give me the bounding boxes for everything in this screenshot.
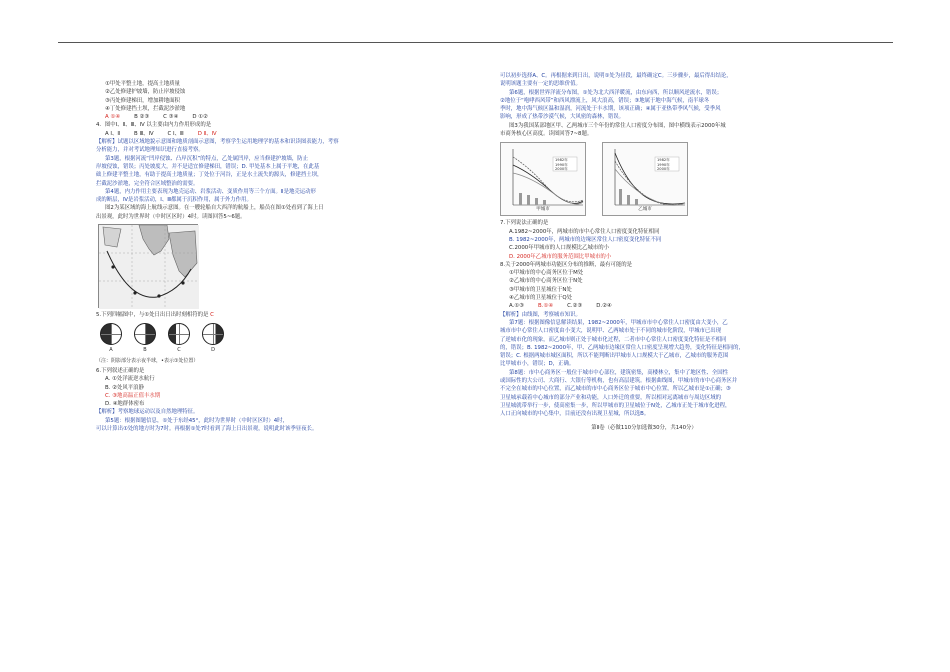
q4-choice-c: C Ⅰ、Ⅲ [167, 130, 184, 137]
globe-diagrams [100, 323, 384, 354]
section-footer: 第Ⅱ卷（必做110分加选做30分，共140分） [591, 424, 697, 431]
analysis-line: 【解析】由线图，考察城市知识。 [500, 311, 581, 318]
q8-option-3: ③甲城市的卫星城位于N处 [509, 286, 572, 293]
globe-a-drawing [100, 323, 122, 345]
q8-option-1: ①甲城市的中心商务区位于M处 [509, 270, 584, 277]
q8-option-4: ④乙城市的卫星城位于Q处 [509, 295, 572, 302]
analysis-line: 【解析】考察地球运动以及自然地理特征。 [96, 409, 199, 416]
top-rule [58, 42, 893, 43]
q4-stem: 4．图中Ⅰ、Ⅱ、Ⅲ、Ⅳ 以主要由内力作用形成的是 [96, 122, 212, 129]
q7-stem: 7.下列说法正确的是 [500, 220, 549, 227]
q6-choice-d: D. ④地群体密布 [105, 401, 145, 408]
q3-choice-a: A ①④ [105, 114, 121, 121]
q4-choice-a: A Ⅰ、Ⅱ [105, 130, 121, 137]
analysis-line: 拦截泥沙淤地，完全符合区域整治的需要。 [96, 180, 199, 187]
q7-choice-a: A.1982~2000年，两城市的市中心常住人口密度变化特征相同 [509, 228, 660, 235]
q5-stem-line [96, 311, 384, 319]
q4-choice-d: D Ⅱ、Ⅳ [197, 130, 217, 137]
analysis-line: 不完全在城市的中心位置，而乙城市的市中心商务区位于城市中心位置，所以乙城市是①正确；③ [500, 386, 731, 393]
analysis-line: 第7题：根据图像信息解读结果，1982~2000年，甲城市市中心常住人口密度由大变小，乙 [509, 319, 728, 326]
analysis-line: 【解析】试题以区域地貌示意图和地质剖面示意图，考察学生运用地理学的基本和识读图表能力，考察 [96, 139, 339, 146]
analysis-line: 础上修建平整土地，有助于提高土地质量；丁处位于河谷，正是水土流失的源头，修建挡土坝， [96, 172, 323, 179]
globe-a [100, 323, 122, 354]
q7-choice-c: C.2000年甲城市的人口规模比乙城市的小 [509, 245, 610, 252]
q6-choice-c: C. ③地高温正值丰水期 [105, 392, 161, 399]
globe-d [202, 323, 224, 354]
analysis-line: 岸坡侵蚀，错误；丙处坡度大，并不是适宜修建梯田，错误；D. 甲处基本上属于平地，在此基 [96, 163, 320, 170]
q3-choice-b: B ②③ [134, 114, 150, 121]
q7-q8-analysis [500, 311, 788, 419]
analysis-line: 第5题：根据图题信息，①处于东经45°，此时为世界时（中时区区时）4时， [105, 417, 288, 424]
legend-item: 2000年 [657, 167, 670, 172]
q4-choice-b: B Ⅲ、Ⅳ [134, 130, 154, 137]
legend-item: 1990年 [657, 162, 670, 167]
globe-c-drawing [168, 323, 190, 345]
analysis-line: 的，错误；B. 1982~2000年，甲、乙两城市边缘区常住人口密度呈现增大趋势，变化特征是相同的， [500, 344, 744, 351]
graph-caption: 甲城市 [536, 207, 550, 213]
q8-choices [500, 302, 788, 310]
q4-choices [96, 130, 384, 138]
globe-note: （注：阴影部分表示夜半球，•表示①处位置） [96, 357, 199, 364]
q7-choice-b: B. 1982~2000年，两城市的边缘区常住人口密度变化特征不同 [509, 236, 662, 243]
analysis-line: 可以初步选择A、C。再根据来到日出，说明①处为昼段，最终确定C。三步骤步，最后得出结论， [500, 73, 732, 79]
globe-d-drawing [202, 323, 224, 345]
right-column [500, 72, 788, 432]
legend-item: 1982年 [555, 158, 568, 163]
q5-answer: C [210, 312, 214, 319]
q7-choice-d: D. 2000年乙城市的服务范围比甲城市的小 [509, 253, 612, 260]
q5-q6-analysis [96, 408, 384, 433]
q3-option-2: ②乙处修建护坡墙，防止岸坡侵蚀 [105, 89, 186, 96]
analysis-line: 影响，形成了热带沙漠气候，大风密的森林，错误。 [500, 114, 624, 121]
analysis-line: 成的断层，Ⅳ是岩浆活动，Ⅰ、Ⅲ都属于沉积作用，属于外力作用。 [96, 197, 252, 204]
globe-label: D [211, 347, 215, 354]
globe-b-drawing [134, 323, 156, 345]
analysis-line: 错误；C. 根据两城市城区面积，所以不能判断出甲城市人口规模大于乙城市，乙城市的服务范围 [500, 353, 729, 360]
q6-choice-b: B. ②处风平浪静 [105, 384, 144, 391]
analysis-line: 第6题，根据世界洋流分布图，①处为北大西洋暖流，由东向西，所以顺风逆流水，错误； [509, 89, 723, 96]
q3-option-4: ④丁处修建挡土坝，拦截泥沙淤地 [105, 105, 186, 112]
globe-label: A [109, 347, 113, 354]
q3-choice-c: C ③④ [163, 114, 179, 121]
passage-line: 图2为某区域的海上航线示意图。在一艘轮船自大西洋的航船上，船员在图①处看到了海上日 [105, 205, 324, 212]
q8-option-2: ②乙城市的中心商务区位于N处 [509, 278, 583, 285]
left-column [96, 80, 384, 433]
q3-option-1: ①甲处平整土地，提高土地质量 [105, 81, 180, 87]
globe-c [168, 323, 190, 354]
legend-item: 1990年 [555, 162, 568, 167]
q8-choice-b: B.①④ [537, 303, 554, 310]
globe-b [134, 323, 156, 354]
figure-intro-line: 图3为我国某部地区甲、乙两城市三个年份的常住人口密度分布图，图中横线表示2000年城 [509, 122, 726, 129]
analysis-line: 第8题：市中心商务区一般位于城市中心部位，建筑密集，高楼林立，集中了地区性、全国性 [509, 369, 729, 376]
graph-legend [657, 158, 670, 171]
analysis-line: ②地位于“咆哮西风带”和西风漂流上，风大浪高，错误；③地属于地中海气候，南半球冬 [500, 97, 710, 104]
q8-stem: 8.关于2000年两城市功能区分布的推断，最有可能的是 [500, 261, 633, 268]
q5-stem: 5.下列四幅图中，与①处日出日出时刻相符的是 [96, 312, 209, 319]
density-graphs [500, 142, 788, 216]
q8-choice-a: A.①③ [509, 303, 524, 310]
analysis-line: 人口正向城市的中心集中，目前还没有出现卫星城，所以选B。 [500, 411, 650, 418]
graph-caption: 乙城市 [638, 207, 652, 213]
legend-item: 1982年 [657, 158, 670, 163]
analysis-line: 季时，地中海气候区温和湿润，河流处于丰水期，该项正确；④属于亚热带季风气候，受季风 [500, 106, 721, 113]
analysis-line: 可以计算出①处的地方时为7时。再根据①处7时看到了海上日出景观，说明此时该季昼夜长。 [96, 426, 318, 433]
analysis-line: 城市市中心常住人口密度由小变大，说明甲、乙两城市处于不同的城市化阶段，甲城市已出现 [500, 328, 722, 335]
globe-label: C [177, 347, 181, 354]
q6-stem: 6.下列叙述正确的是 [96, 367, 145, 374]
passage-line: 出景观，此时为世界时（中时区区时）4时。读图回答5~6题。 [96, 213, 246, 220]
q8-choice-c: C.②③ [567, 303, 583, 310]
globe-label: B [143, 347, 147, 354]
analysis-line: 第4题，内力作用主要表现为地壳运动、岩浆活动、变质作用等三个方面。Ⅱ是地壳运动形 [105, 188, 316, 195]
q8-choice-d: D.②④ [596, 303, 612, 310]
analysis-line: 了逆城市化的现象，而乙城市则正处于城市化过程，二者市中心常住人口密度变化特征是不相同 [500, 336, 727, 343]
density-graph-jia [500, 142, 586, 216]
q3-choices [96, 113, 384, 121]
analysis-line: 比甲城市小，错误；D，正确。 [500, 361, 575, 368]
analysis-line: 卫星城承载着中心城市的部分产业和功能，人口外迁的重要，所以相对远离城市与周边区域的 [500, 394, 722, 401]
analysis-line: 卫星城就带举行一步，使高密集一步，所以甲城市的卫星城位于N处，乙城市正处于城市化进程， [500, 402, 731, 409]
analysis-line: 说明该题主要有一定的思维价值。 [500, 81, 581, 88]
analysis-line: 分析能力，并对考试地理知识进行直接考察。 [96, 147, 204, 154]
q3-option-3: ③丙处修建梯田，增加耕地面积 [105, 97, 180, 104]
graph-legend [555, 158, 568, 171]
q6-analysis-continued [500, 72, 788, 122]
analysis-line: 第3题，根据河流“凹岸侵蚀、凸岸沉积”的特点，乙处属凹岸，应当修建护坡墙，防止 [105, 155, 309, 162]
q6-choice-a: A. ①处洋流逆水航行 [105, 376, 155, 383]
density-graph-yi [602, 142, 688, 216]
route-map-drawing [99, 225, 199, 309]
q3-q4-analysis [96, 138, 384, 204]
q3-choice-d: D ①② [192, 114, 208, 121]
route-map [98, 224, 198, 308]
figure-intro-line: 市商务核心区高度。读图回答7~8题。 [500, 131, 593, 138]
legend-item: 2000年 [555, 167, 568, 172]
analysis-line: 或国际性的大公司、大商行、大银行等机构，也有高层建筑。根据曲线图，甲城市的市中心商务区并 [500, 378, 738, 385]
